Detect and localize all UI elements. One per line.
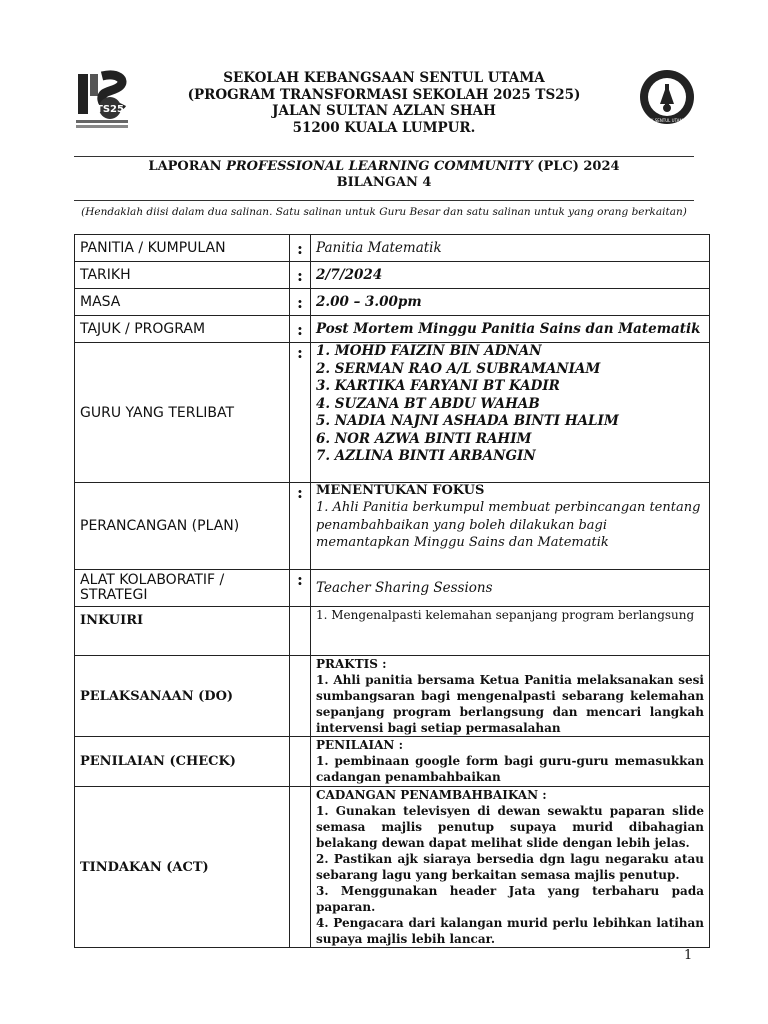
plc-report-table [74, 234, 710, 948]
do-cell [311, 656, 710, 737]
teacher-item: 5. NADIA NAJNI ASHADA BINTI HALIM [316, 413, 619, 429]
row-alat [75, 570, 710, 607]
row-colon-empty [290, 656, 311, 737]
row-label: PANITIA / KUMPULAN [75, 235, 290, 262]
report-title [74, 159, 694, 191]
school-program: (PROGRAM TRANSFORMASI SEKOLAH 2025 TS25) [187, 86, 581, 103]
row-colon: : [290, 570, 311, 607]
row-check [75, 737, 710, 787]
row-label: MASA [75, 289, 290, 316]
plan-heading: MENENTUKAN FOKUS [316, 483, 485, 498]
do-text: 1. Ahli panitia bersama Ketua Panitia melaksanakan sesi sumbangsaran bagi mengenalpasti sebarang kelemahan sepanjang program berlangsung dan mencari langkah intervensi bagi setiap permasalahan [316, 673, 704, 735]
row-guru [75, 343, 710, 483]
row-tajuk [75, 316, 710, 343]
act-item: 3. Menggunakan header Jata yang terbaharu pada paparan. [316, 884, 704, 914]
school-name: SEKOLAH KEBANGSAAN SENTUL UTAMA [223, 70, 545, 86]
row-tarikh [75, 262, 710, 289]
row-colon: : [290, 262, 311, 289]
row-plan [75, 483, 710, 570]
svg-text:TS25: TS25 [96, 104, 124, 115]
row-colon-empty [290, 737, 311, 787]
instruction-note: (Hendaklah diisi dalam dua salinan. Satu salinan untuk Guru Besar dan satu salinan untuk yang orang berkaitan) [81, 206, 687, 218]
row-label: PERANCANGAN (PLAN) [75, 483, 290, 570]
header-divider-bottom [74, 200, 694, 201]
row-colon: : [290, 483, 311, 570]
act-item: 2. Pastikan ajk siaraya bersedia dgn lagu negaraku atau sebarang lagu yang berkaitan semasa majlis penutup. [316, 852, 704, 882]
check-heading: PENILAIAN : [316, 738, 403, 752]
row-inkuiri [75, 607, 710, 656]
row-label: TINDAKAN (ACT) [75, 787, 290, 948]
row-label: TAJUK / PROGRAM [75, 316, 290, 343]
row-colon: : [290, 316, 311, 343]
row-act [75, 787, 710, 948]
row-do [75, 656, 710, 737]
do-heading: PRAKTIS : [316, 657, 387, 671]
teacher-item: 3. KARTIKA FARYANI BT KADIR [316, 378, 560, 394]
row-label: TARIKH [75, 262, 290, 289]
report-title-suffix: (PLC) 2024 [532, 159, 620, 174]
row-colon: : [290, 235, 311, 262]
plan-text: 1. Ahli Panitia berkumpul membuat perbincangan tentang penambahbaikan yang boleh dilakukan bagi memantapkan Minggu Sains dan Matematik [316, 500, 701, 550]
row-label: ALAT KOLABORATIF / STRATEGI [75, 570, 290, 607]
teacher-item: 2. SERMAN RAO A/L SUBRAMANIAM [316, 360, 601, 377]
report-title-italic: PROFESSIONAL LEARNING COMMUNITY [226, 159, 533, 174]
header-divider-top [74, 156, 694, 157]
row-colon-empty [290, 787, 311, 948]
row-label: INKUIRI [75, 607, 290, 656]
row-masa [75, 289, 710, 316]
teacher-item: 6. NOR AZWA BINTI RAHIM [316, 430, 532, 447]
row-value: Panitia Matematik [311, 235, 710, 262]
check-text: 1. pembinaan google form bagi guru-guru memasukkan cadangan penambahbaikan [316, 754, 704, 784]
teacher-list [311, 343, 710, 483]
teacher-item: 4. SUZANA BT ABDU WAHAB [316, 395, 540, 412]
plan-cell [311, 483, 710, 570]
teacher-item: 7. AZLINA BINTI ARBANGIN [316, 448, 536, 464]
inkuiri-text: 1. Mengenalpasti kelemahan sepanjang program berlangsung [316, 608, 695, 622]
row-panitia [75, 235, 710, 262]
row-value: 2.00 – 3.00pm [311, 289, 710, 316]
report-number: BILANGAN 4 [336, 175, 432, 190]
school-header [140, 70, 628, 136]
school-crest [638, 68, 696, 126]
row-value: Post Mortem Minggu Panitia Sains dan Matematik [311, 316, 710, 343]
act-item: 4. Pengacara dari kalangan murid perlu lebihkan latihan supaya majlis lebih lancar. [316, 916, 704, 946]
row-label: PENILAIAN (CHECK) [75, 737, 290, 787]
school-street: JALAN SULTAN AZLAN SHAH [272, 103, 496, 119]
row-label: PELAKSANAAN (DO) [75, 656, 290, 737]
school-city: 51200 KUALA LUMPUR. [292, 119, 476, 136]
report-title-prefix: LAPORAN [148, 159, 227, 174]
row-colon: : [290, 289, 311, 316]
row-value: Teacher Sharing Sessions [311, 570, 710, 607]
teacher-item: 1. MOHD FAIZIN BIN ADNAN [316, 343, 542, 359]
row-label: GURU YANG TERLIBAT [75, 343, 290, 483]
inkuiri-cell [311, 607, 710, 656]
check-cell [311, 737, 710, 787]
act-heading: CADANGAN PENAMBAHBAIKAN : [316, 788, 547, 802]
row-colon: : [290, 343, 311, 483]
row-value: 2/7/2024 [311, 262, 710, 289]
act-item: 1. Gunakan televisyen di dewan sewaktu paparan slide semasa majlis penutup supaya murid dibahagian belakang dewan dapat melihat slide dengan lebih jelas. [316, 804, 704, 850]
ts25-logo [74, 70, 130, 130]
page-number: 1 [684, 948, 693, 963]
svg-text:SK SENTUL UTAMA: SK SENTUL UTAMA [648, 118, 686, 123]
row-colon-empty [290, 607, 311, 656]
act-cell [311, 787, 710, 948]
